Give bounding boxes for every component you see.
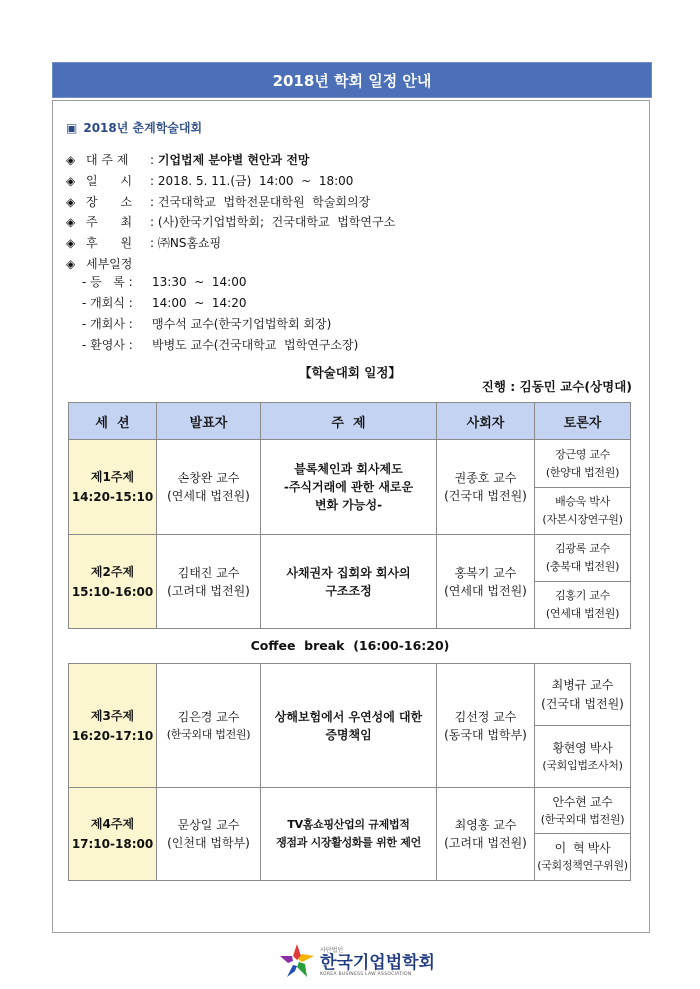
table-row bbox=[69, 440, 631, 488]
discussant-affiliation: (국회정책연구위원) bbox=[537, 859, 628, 872]
discussant-affiliation: (한양대 법전원) bbox=[545, 465, 620, 479]
topic-line: 쟁점과 시장활성화를 위한 제언 bbox=[276, 836, 421, 849]
topic-cell bbox=[261, 664, 437, 788]
coffee-break: Coffee break (16:00-16:20) bbox=[250, 638, 450, 653]
session-cell bbox=[69, 535, 157, 629]
discussant-cell bbox=[535, 535, 631, 582]
info-row-venue: ◈ 장 소 : 건국대학교 법학전문대학원 학술회의장 bbox=[66, 192, 395, 213]
detail-schedule bbox=[82, 272, 358, 356]
info-row-sponsor: ◈ 후 원 : ㈜NS홈쇼핑 bbox=[66, 233, 395, 254]
topic-line: TV홈쇼핑산업의 규제법적 bbox=[287, 818, 410, 831]
detail-row bbox=[82, 272, 358, 293]
schedule-table-top bbox=[68, 402, 631, 629]
square-bullet-icon: ▣ bbox=[66, 121, 78, 135]
page-title bbox=[52, 62, 652, 98]
detail-label: - 개회사 : bbox=[82, 317, 133, 331]
chair-affiliation: (건국대 법전원) bbox=[444, 489, 527, 503]
diamond-bullet-icon: ◈ bbox=[66, 236, 76, 251]
topic-cell bbox=[261, 788, 437, 881]
info-label: 주 최 bbox=[86, 215, 133, 230]
discussant-cell bbox=[535, 788, 631, 834]
page-title-text: 2018년 학회 일정 안내 bbox=[272, 71, 432, 90]
session-time: 15:10-16:00 bbox=[71, 584, 154, 599]
header-topic: 주 제 bbox=[261, 403, 437, 440]
association-logo bbox=[278, 942, 435, 980]
discussant-name: 배승욱 박사 bbox=[555, 495, 610, 508]
detail-label: - 개회식 : bbox=[82, 296, 133, 310]
session-time: 16:20-17:10 bbox=[71, 728, 154, 743]
session-name: 제1주제 bbox=[90, 470, 135, 484]
chair-affiliation: (연세대 법전원) bbox=[444, 583, 527, 598]
topic-line: 사채권자 집회와 회사의 bbox=[286, 565, 411, 580]
discussant-cell bbox=[535, 582, 631, 629]
discussant-cell bbox=[535, 726, 631, 788]
presenter-affiliation: (인천대 법학부) bbox=[167, 836, 250, 850]
logo-small-text: 사단법인 bbox=[320, 947, 344, 954]
presenter-affiliation: (한국외대 법전원) bbox=[166, 727, 251, 741]
table-row bbox=[69, 664, 631, 726]
sponsor-value: ㈜NS홈쇼핑 bbox=[157, 236, 222, 251]
host-value: (사)한국기업법학회; 건국대학교 법학연구소 bbox=[157, 215, 396, 230]
info-label: 장 소 bbox=[86, 194, 133, 209]
discussant-name: 장근영 교수 bbox=[555, 447, 610, 461]
discussant-cell bbox=[535, 488, 631, 535]
moderator: 진행 : 김동민 교수(상명대) bbox=[481, 379, 632, 394]
schedule-table-bottom bbox=[68, 663, 631, 881]
logo-english: KOREA BUSINESS LAW ASSOCIATION bbox=[320, 972, 412, 977]
topic-cell bbox=[261, 535, 437, 629]
detail-value: 박병도 교수(건국대학교 법학연구소장) bbox=[152, 338, 359, 352]
diamond-bullet-icon: ◈ bbox=[66, 194, 76, 209]
chair-name: 최영홍 교수 bbox=[454, 818, 517, 832]
details-heading: 세부일정 bbox=[86, 256, 133, 271]
discussant-name: 최병규 교수 bbox=[551, 677, 614, 692]
detail-row bbox=[82, 293, 358, 314]
event-info bbox=[66, 150, 395, 275]
chair-name: 김선정 교수 bbox=[454, 709, 517, 724]
chair-affiliation: (동국대 법학부) bbox=[444, 727, 527, 742]
detail-value: 맹수석 교수(한국기업법학회 회장) bbox=[152, 317, 332, 331]
table-row bbox=[69, 788, 631, 834]
discussant-affiliation: (자본시장연구원) bbox=[542, 513, 623, 526]
presenter-cell bbox=[157, 788, 261, 881]
discussant-name: 황현영 박사 bbox=[552, 740, 613, 755]
table-header-row bbox=[69, 403, 631, 440]
detail-label: - 환영사 : bbox=[82, 338, 133, 352]
star-logo-icon bbox=[278, 942, 316, 980]
info-label: 대 주 제 bbox=[86, 153, 129, 167]
discussant-name: 안수현 교수 bbox=[552, 794, 613, 809]
discussant-affiliation: (연세대 법전원) bbox=[545, 607, 620, 620]
discussant-name: 김홍기 교수 bbox=[555, 589, 610, 602]
discussant-name: 김광록 교수 bbox=[555, 542, 610, 555]
header-session: 세 션 bbox=[69, 403, 157, 440]
detail-value: 14:00 ~ 14:20 bbox=[152, 296, 247, 310]
discussant-affiliation: (한국외대 법전원) bbox=[540, 812, 625, 826]
header-presenter: 발표자 bbox=[157, 403, 261, 440]
info-row-theme: ◈ 대 주 제 : 기업법제 분야별 현안과 전망 bbox=[66, 150, 395, 171]
presenter-name: 김은경 교수 bbox=[177, 709, 240, 724]
discussant-affiliation: (건국대 법전원) bbox=[541, 696, 624, 711]
chair-name: 권종호 교수 bbox=[454, 471, 517, 485]
session-cell bbox=[69, 664, 157, 788]
presenter-affiliation: (고려대 법전원) bbox=[167, 583, 250, 598]
session-cell bbox=[69, 440, 157, 535]
diamond-bullet-icon: ◈ bbox=[66, 215, 76, 230]
session-cell bbox=[69, 788, 157, 881]
table-row bbox=[69, 535, 631, 582]
session-time: 17:10-18:00 bbox=[71, 837, 154, 851]
discussant-cell bbox=[535, 664, 631, 726]
presenter-cell bbox=[157, 440, 261, 535]
section-heading bbox=[66, 119, 202, 136]
discussant-affiliation: (충북대 법전원) bbox=[545, 560, 620, 573]
session-name: 제4주제 bbox=[90, 817, 135, 831]
session-name: 제3주제 bbox=[90, 708, 135, 723]
discussant-cell bbox=[535, 440, 631, 488]
topic-cell bbox=[261, 440, 437, 535]
discussant-name: 이 혁 박사 bbox=[554, 841, 611, 855]
presenter-name: 문상일 교수 bbox=[177, 818, 240, 832]
info-label: 일 시 bbox=[86, 173, 133, 188]
diamond-bullet-icon: ◈ bbox=[66, 173, 76, 188]
discussant-cell bbox=[535, 834, 631, 881]
presenter-name: 김태진 교수 bbox=[177, 565, 240, 580]
presenter-name: 손창완 교수 bbox=[177, 471, 240, 485]
chair-cell bbox=[437, 788, 535, 881]
presenter-affiliation: (연세대 법전원) bbox=[167, 489, 250, 503]
logo-name: 한국기업법학회 bbox=[320, 953, 435, 973]
chair-cell bbox=[437, 535, 535, 629]
info-row-host: ◈ 주 최 : (사)한국기업법학회; 건국대학교 법학연구소 bbox=[66, 212, 395, 233]
topic-line: -주식거래에 관한 새로운 bbox=[283, 480, 414, 494]
schedule-title: 【학술대회 일정】 bbox=[299, 365, 401, 380]
detail-row bbox=[82, 335, 358, 356]
topic-line: 구조조정 bbox=[325, 583, 372, 598]
chair-cell bbox=[437, 664, 535, 788]
diamond-bullet-icon: ◈ bbox=[66, 153, 76, 167]
detail-row bbox=[82, 314, 358, 335]
presenter-cell bbox=[157, 664, 261, 788]
topic-line: 블록체인과 회사제도 bbox=[294, 462, 403, 476]
chair-cell bbox=[437, 440, 535, 535]
session-time: 14:20-15:10 bbox=[71, 490, 154, 504]
topic-line: 상해보험에서 우연성에 대한 bbox=[274, 709, 423, 724]
session-name: 제2주제 bbox=[90, 564, 135, 579]
section-heading-text: 2018년 춘계학술대회 bbox=[83, 121, 203, 135]
diamond-bullet-icon: ◈ bbox=[66, 256, 76, 271]
header-discussant: 토론자 bbox=[535, 403, 631, 440]
venue-value: 건국대학교 법학전문대학원 학술회의장 bbox=[157, 194, 371, 209]
info-label: 후 원 bbox=[86, 236, 133, 251]
info-row-date: ◈ 일 시 : 2018. 5. 11.(금) 14:00 ~ 18:00 bbox=[66, 171, 395, 192]
detail-value: 13:30 ~ 14:00 bbox=[152, 275, 247, 289]
detail-label: - 등 록 : bbox=[82, 275, 133, 289]
discussant-affiliation: (국회입법조사처) bbox=[542, 758, 623, 772]
chair-affiliation: (고려대 법전원) bbox=[444, 836, 527, 850]
theme-value: 기업법제 분야별 현안과 전망 bbox=[157, 153, 310, 167]
info-value bbox=[158, 150, 310, 171]
presenter-cell bbox=[157, 535, 261, 629]
topic-line: 증명책임 bbox=[325, 727, 372, 742]
header-chair: 사회자 bbox=[437, 403, 535, 440]
date-value: 2018. 5. 11.(금) 14:00 ~ 18:00 bbox=[157, 173, 354, 188]
chair-name: 홍복기 교수 bbox=[454, 565, 517, 580]
topic-line: 변화 가능성- bbox=[314, 498, 383, 512]
